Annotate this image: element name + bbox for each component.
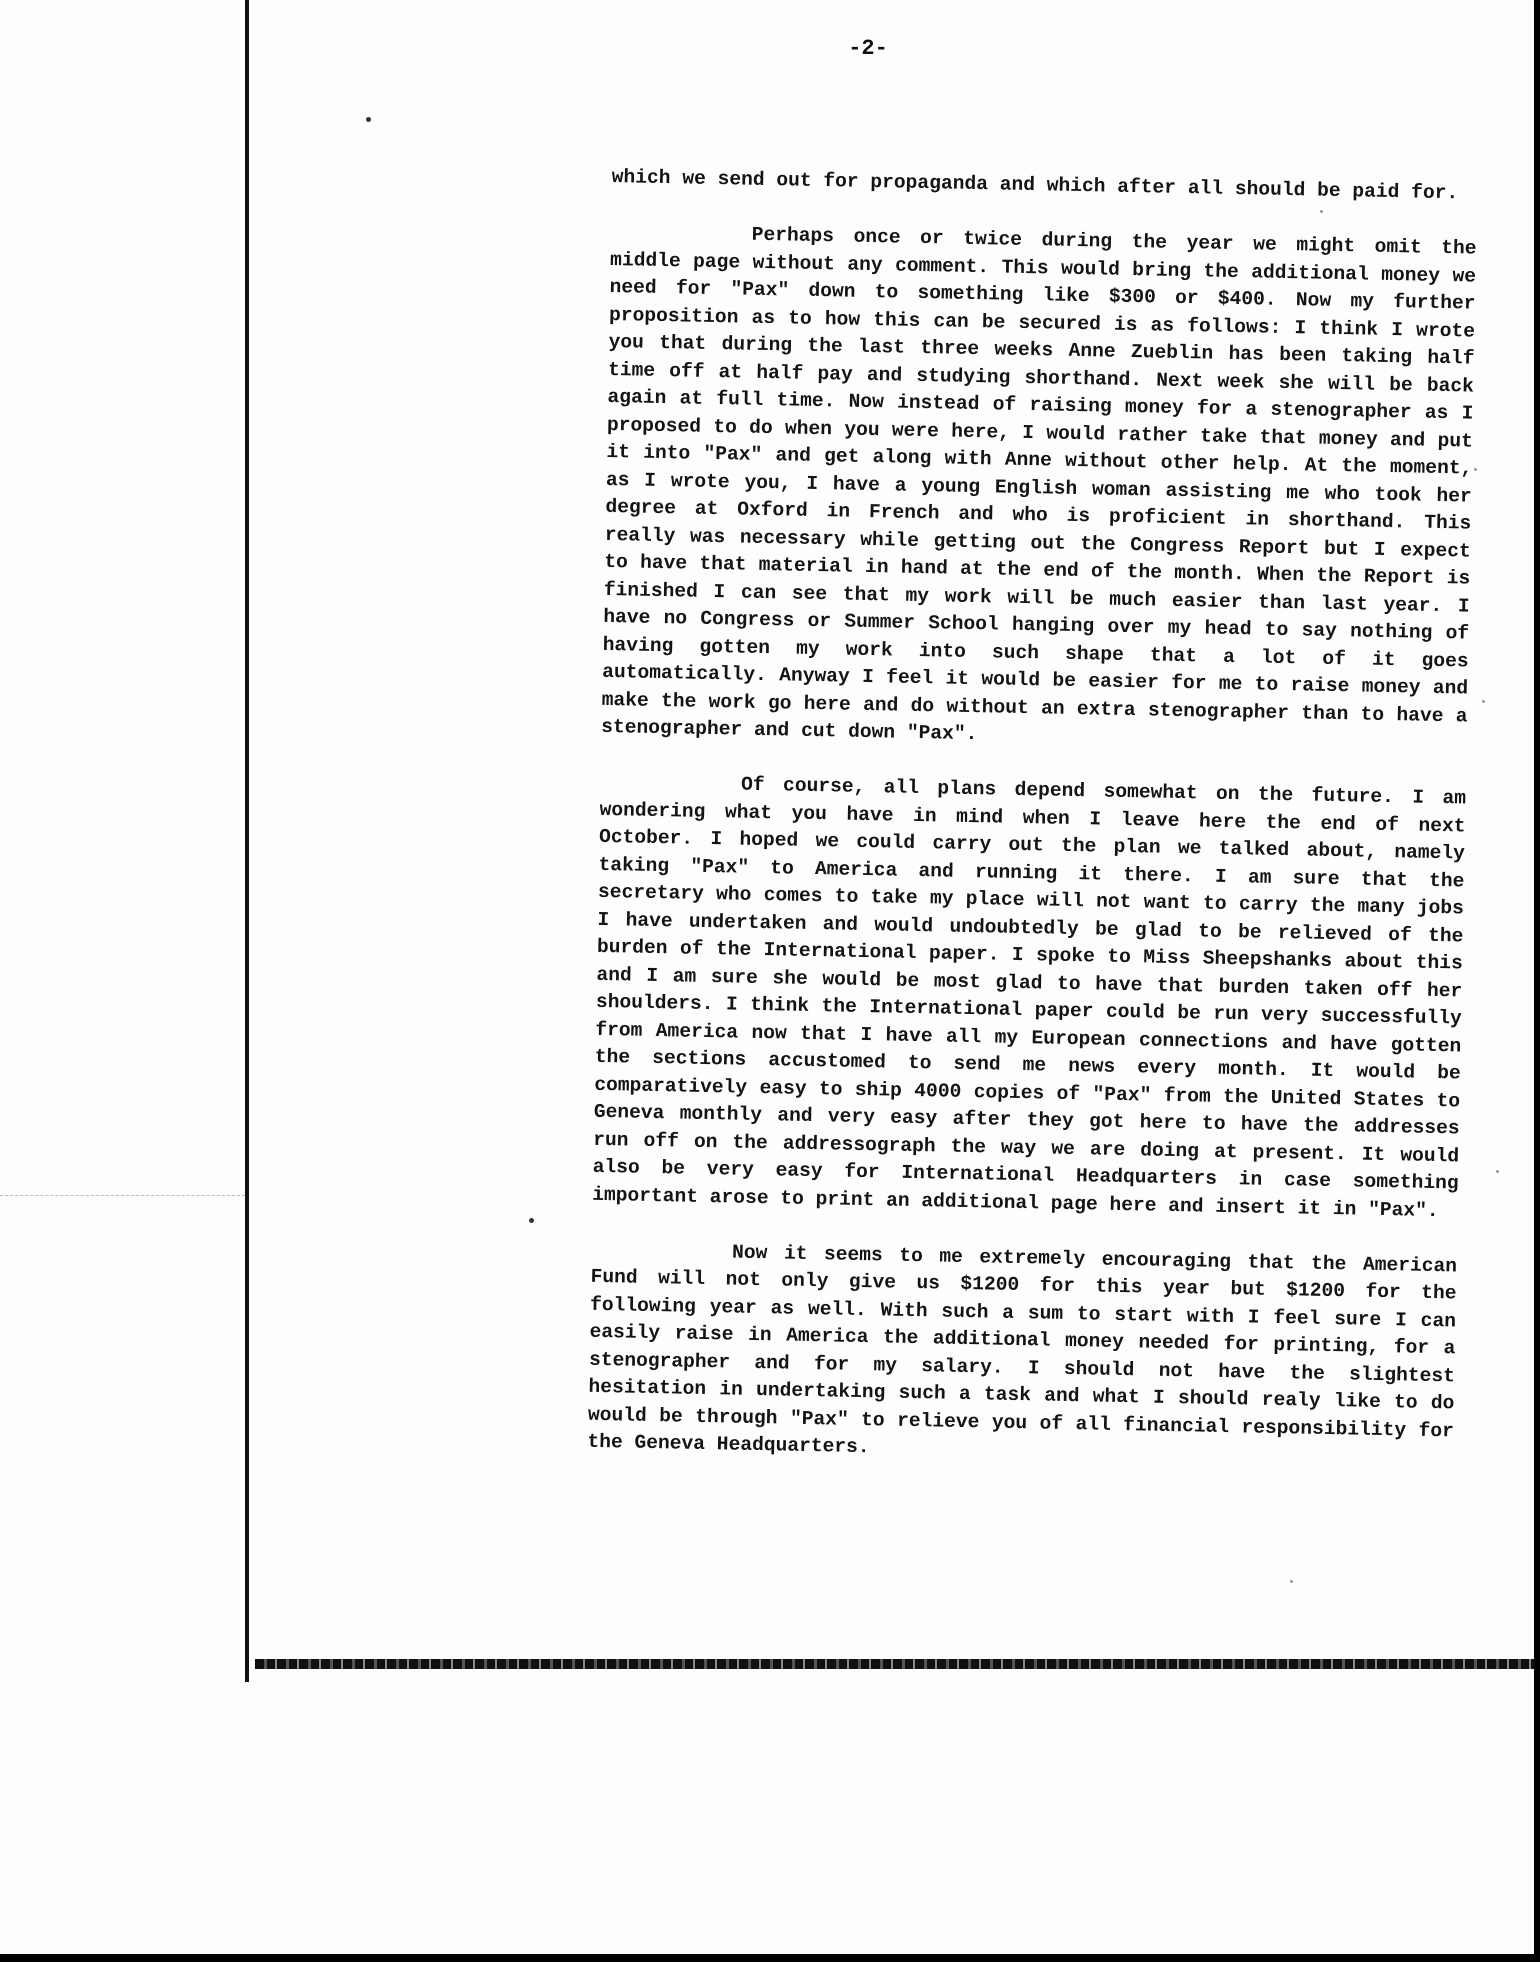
page-number: -2- (848, 36, 888, 61)
fold-line (0, 1195, 245, 1196)
letter-body (587, 164, 1478, 1500)
paragraph-2: Perhaps once or twice during the year we might omit the middle page without any comment. This would bring the additional money we need for "Pax" down to something like $300 or $400. Now my further proposition as to how this can be secured is as follows: I think I wrote you that during the last three weeks Anne Zueblin has been taking half time off at half pay and studying shorthand. Next week she will be back again at full time. Now instead of raising money for a stenographer as I proposed to do when you were here, I would rather take that money and put it into "Pax" and get along with Anne without other help. At the moment, as I wrote you, I have a young English woman assisting me who took her degree at Oxford in French and who is proficient in shorthand. This really was necessary while getting out the Congress Report but I expect to have that material in hand at the end of the month. When the Report is finished I can see that my work will be much easier than last year. I have no Congress or Summer School hanging over my head to say nothing of having gotten my work into such shape that a lot of it goes automatically. Anyway I feel it would be easier for me to raise money and make the work go here and do without an extra stenographer than to have a stenographer and cut down "Pax". (600, 223, 1477, 746)
paragraph-1: which we send out for propaganda and which after all should be paid for. (611, 165, 1459, 205)
ink-speck (1482, 700, 1485, 703)
ink-speck (1474, 468, 1477, 471)
left-margin-rule (245, 0, 249, 1682)
ink-speck (1496, 1170, 1499, 1173)
ink-speck (1290, 1580, 1293, 1583)
bottom-edge-rule (255, 1659, 1534, 1669)
paragraph-3: Of course, all plans depend somewhat on the future. I am wondering what you have in mind when I leave here the end of next October. I hoped we could carry out the plan we talked about, namely taking "Pax" to America and running it there. I am sure that the secretary who comes to take my place will not want to carry the many jobs I have undertaken and would undoubtedly be glad to be relieved of the burden of the International paper. I spoke to Miss Sheepshanks about this and I am sure she would be most glad to have that burden taken off her shoulders. I think the International paper could be run very successfully from America now that I have all my European connections and have gotten the sections accustomed to send me news every month. It would be comparatively easy to ship 4000 copies of "Pax" from the United States to Geneva monthly and very easy after they got here to have the addresses run off on the addressograph the way we are doing at present. It would also be very easy for International Headquarters in case something important arose to print an additional page here and insert it in "Pax". (592, 773, 1467, 1222)
ink-speck (529, 1218, 534, 1223)
paragraph-4: Now it seems to me extremely encouraging that the American Fund will not only give us $1200 for this year but $1200 for the following year as well. With such a sum to start with I feel sure I can easily raise in America the additional money needed for printing, for a stenographer and for my salary. I should not have the slightest hesitation in undertaking such a task and what I should realy like to do would be through "Pax" to relieve you of all financial responsibility for the Geneva Headquarters. (587, 1241, 1458, 1459)
ink-speck (366, 117, 371, 122)
